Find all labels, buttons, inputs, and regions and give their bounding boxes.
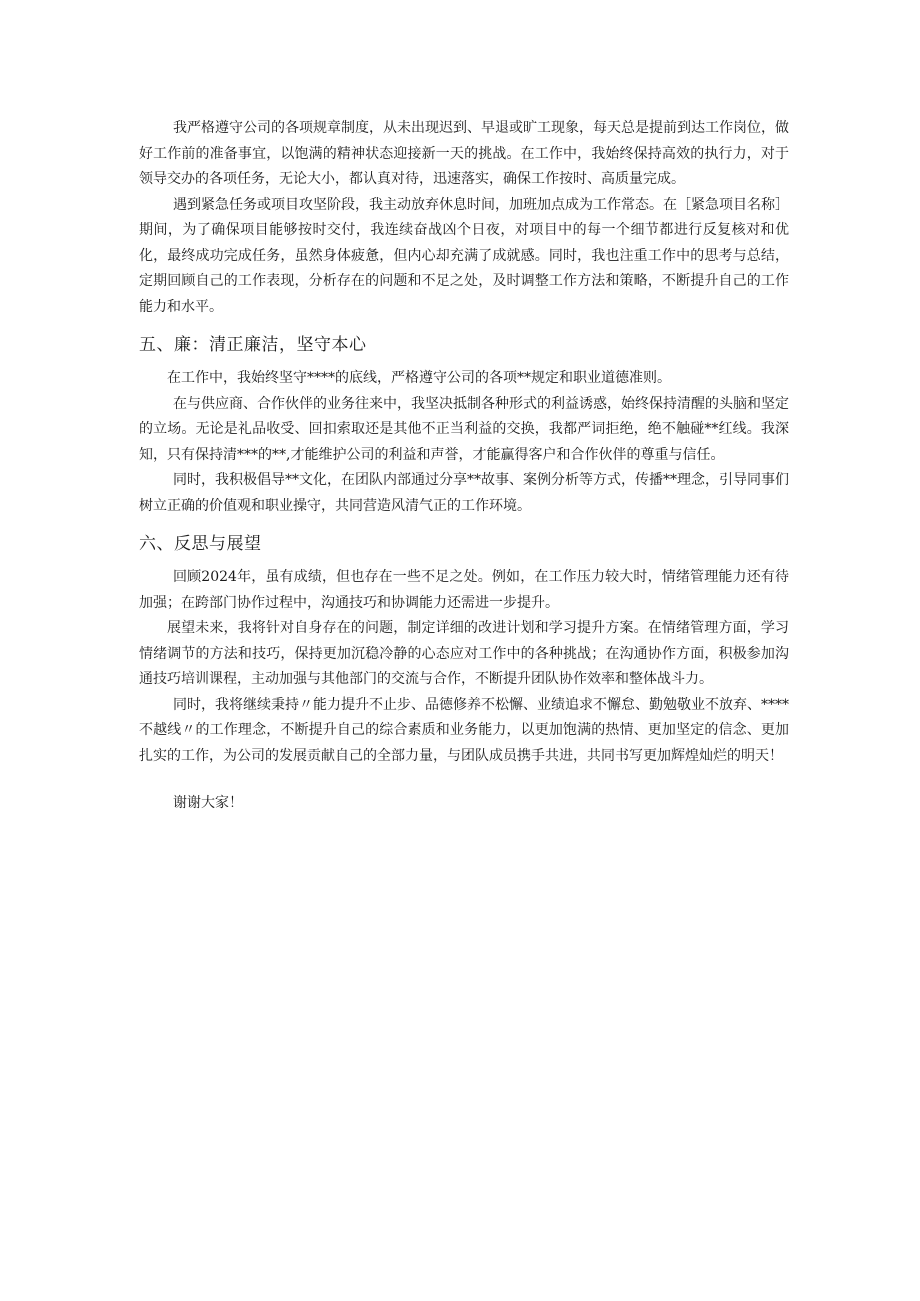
section5-paragraph-3: 同时，我积极倡导**文化，在团队内部通过分享**故事、案例分析等方式，传播**理念，引导同事们树立正确的价值观和职业操守，共同营造风清气正的工作环境。 xyxy=(139,472,789,514)
section5-paragraph-2: 在与供应商、合作伙伴的业务往来中，我坚决抵制各种形式的利益诱惑，始终保持清醒的头脑和坚定的立场。无论是礼品收受、回扣索取还是其他不正当利益的交换，我都严词拒绝，绝不触碰**红线。我深知，只有保持清***的**,才能维护公司的利益和声誉，才能赢得客户和合作伙伴的尊重与信任。 xyxy=(139,395,789,463)
section6-paragraph-3: 同时，我将继续秉持〃能力提升不止步、品德修养不松懈、业绩追求不懈怠、勤勉敬业不放弃、****不越线〃的工作理念，不断提升自己的综合素质和业务能力，以更加饱满的热情、更加坚定的信念、更加扎实的工作，为公司的发展贡献自己的全部力量，与团队成员携手共进，共同书写更加辉煌灿烂的明天！ xyxy=(139,696,789,764)
intro-paragraph-1: 我严格遵守公司的各项规章制度，从未出现迟到、早退或旷工现象，每天总是提前到达工作岗位，做好工作前的准备事宜，以饱满的精神状态迎接新一天的挑战。在工作中，我始终保持高效的执行力，对于领导交办的各项任务，无论大小，都认真对待，迅速落实，确保工作按时、高质量完成。 xyxy=(139,120,789,187)
closing-thanks: 谢谢大家！ xyxy=(173,795,243,811)
document-body xyxy=(139,116,789,816)
intro-paragraph-2: 遇到紧急任务或项目攻坚阶段，我主动放弃休息时间，加班加点成为工作常态。在［紧急项目名称］期间，为了确保项目能够按时交付，我连续奋战凶个日夜，对项目中的每一个细节都进行反复核对和优化，最终成功完成任务，虽然身体疲惫，但内心却充满了成就感。同时，我也注重工作中的思考与总结，定期回顾自己的工作表现，分析存在的问题和不足之处，及时调整工作方法和策略，不断提升自己的工作能力和水平。 xyxy=(139,196,789,315)
section5-heading: 五、廉：清正廉洁，坚守本心 xyxy=(139,335,367,355)
section6-paragraph-1: 回顾2024年，虽有成绩，但也存在一些不足之处。例如，在工作压力较大时，情绪管理能力还有待加强；在跨部门协作过程中，沟通技巧和协调能力还需进一步提升。 xyxy=(139,569,789,611)
section6-paragraph-2: 展望未来，我将针对自身存在的问题，制定详细的改进计划和学习提升方案。在情绪管理方面，学习情绪调节的方法和技巧，保持更加沉稳冷静的心态应对工作中的各种挑战；在沟通协作方面，积极参加沟通技巧培训课程，主动加强与其他部门的交流与合作，不断提升团队协作效率和整体战斗力。 xyxy=(139,620,789,687)
section5-paragraph-1: 在工作中，我始终坚守****的底线，严格遵守公司的各项**规定和职业道德准则。 xyxy=(167,370,671,386)
section6-heading: 六、反思与展望 xyxy=(139,534,262,554)
